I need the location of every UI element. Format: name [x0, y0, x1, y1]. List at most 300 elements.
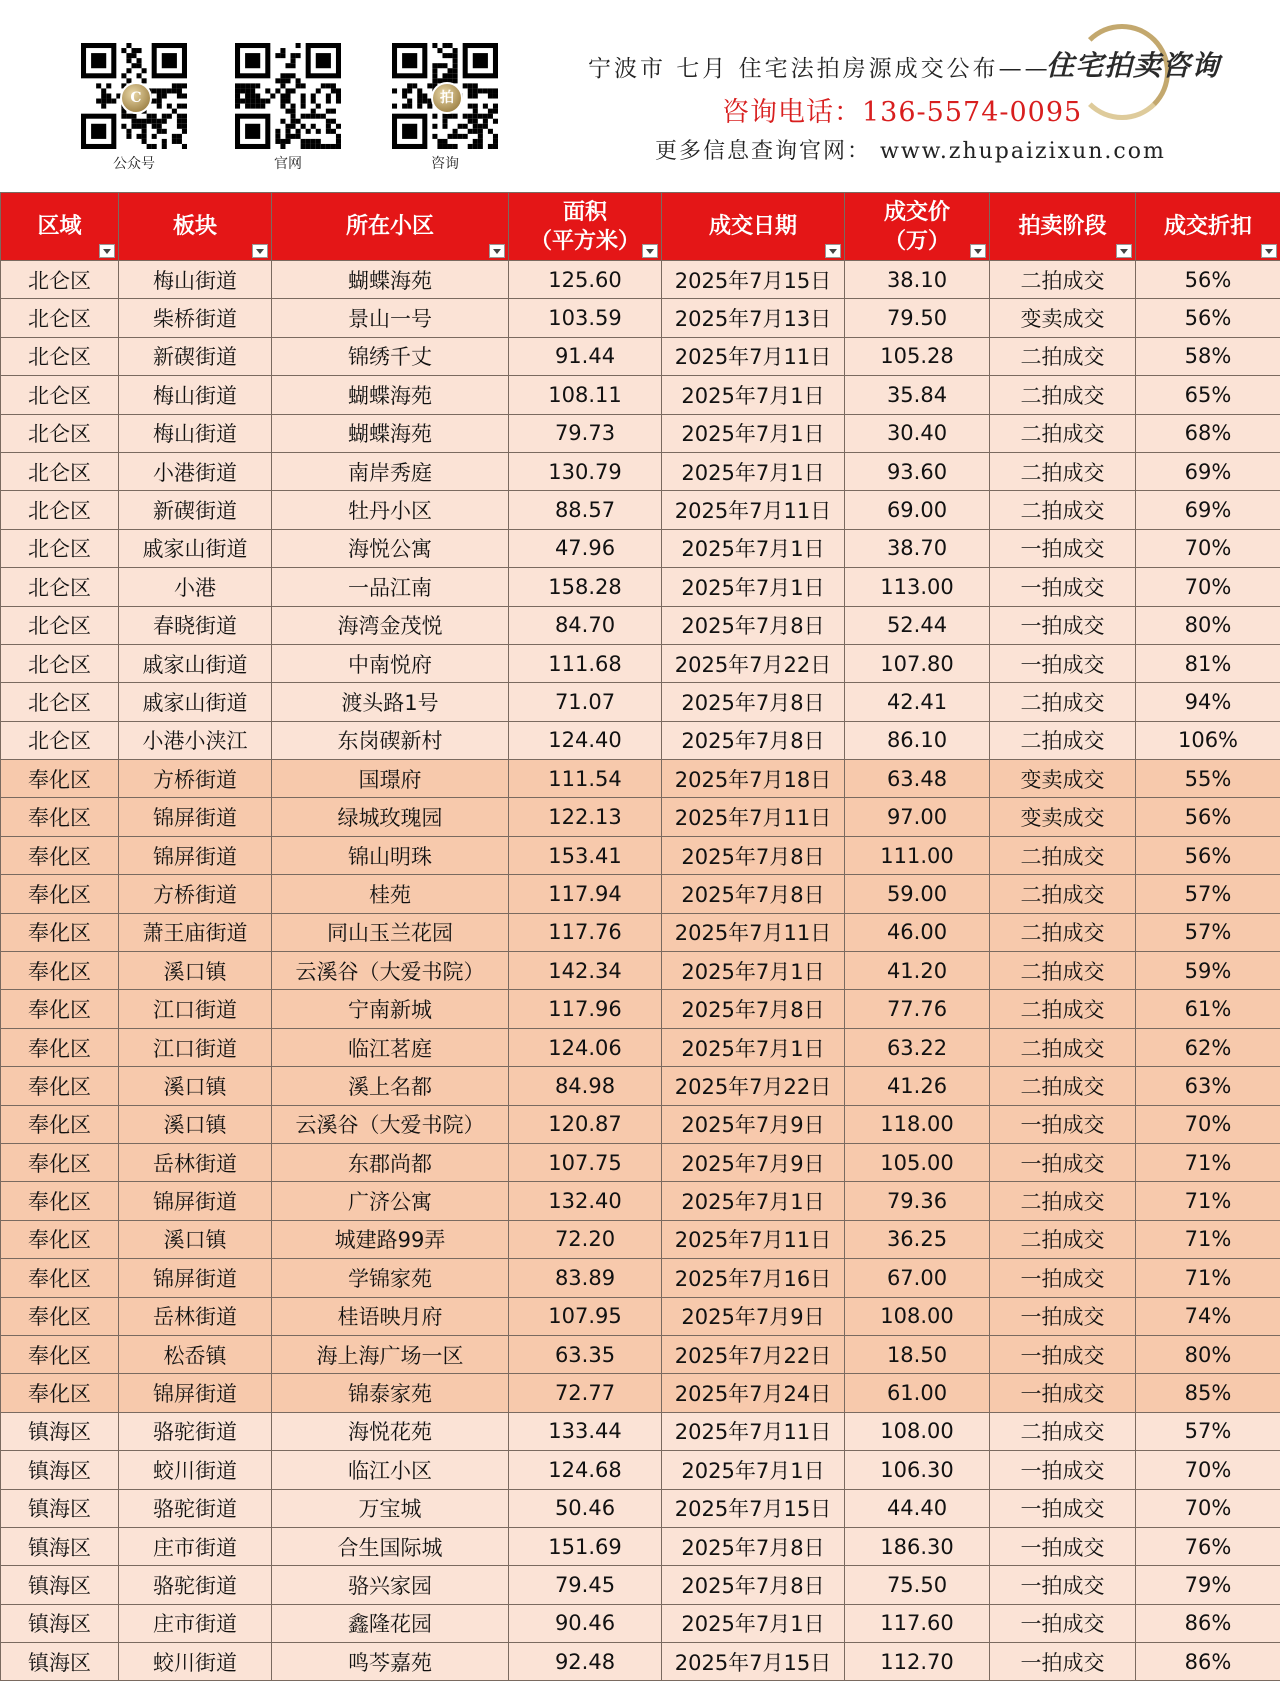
cell-discount: 65% — [1136, 376, 1280, 414]
cell-price: 18.50 — [845, 1335, 990, 1373]
cell-date: 2025年7月1日 — [662, 1028, 845, 1066]
cell-price: 38.10 — [845, 261, 990, 299]
cell-community: 临江茗庭 — [272, 1028, 509, 1066]
cell-discount: 70% — [1136, 568, 1280, 606]
qr-label-official-account: 公众号 — [113, 156, 155, 172]
cell-community: 中南悦府 — [272, 644, 509, 682]
cell-community: 海湾金茂悦 — [272, 606, 509, 644]
cell-discount: 58% — [1136, 337, 1280, 375]
cell-area: 63.35 — [509, 1335, 662, 1373]
cell-area: 111.54 — [509, 760, 662, 798]
cell-block: 溪口镇 — [119, 1220, 272, 1258]
cell-price: 93.60 — [845, 452, 990, 490]
cell-stage: 二拍成交 — [990, 491, 1136, 529]
cell-area: 90.46 — [509, 1604, 662, 1642]
table-row — [1, 1489, 1280, 1527]
cell-discount: 68% — [1136, 414, 1280, 452]
column-header-date — [662, 193, 845, 261]
cell-price: 79.36 — [845, 1182, 990, 1220]
cell-area: 72.20 — [509, 1220, 662, 1258]
table-row — [1, 760, 1280, 798]
cell-region: 北仑区 — [1, 452, 119, 490]
cell-stage: 一拍成交 — [990, 1335, 1136, 1373]
cell-community: 宁南新城 — [272, 990, 509, 1028]
column-header-label: 板块 — [172, 214, 217, 239]
cell-discount: 76% — [1136, 1527, 1280, 1565]
cell-price: 52.44 — [845, 606, 990, 644]
cell-region: 奉化区 — [1, 1259, 119, 1297]
cell-stage: 二拍成交 — [990, 1412, 1136, 1450]
cell-block: 蛟川街道 — [119, 1451, 272, 1489]
cell-date: 2025年7月16日 — [662, 1259, 845, 1297]
cell-stage: 二拍成交 — [990, 1220, 1136, 1258]
cell-date: 2025年7月9日 — [662, 1143, 845, 1181]
table-row — [1, 952, 1280, 990]
cell-date: 2025年7月15日 — [662, 1489, 845, 1527]
cell-community: 南岸秀庭 — [272, 452, 509, 490]
cell-area: 120.87 — [509, 1105, 662, 1143]
cell-discount: 57% — [1136, 1412, 1280, 1450]
cell-price: 111.00 — [845, 836, 990, 874]
table-row — [1, 1105, 1280, 1143]
cell-discount: 94% — [1136, 683, 1280, 721]
filter-dropdown-icon[interactable] — [1116, 244, 1132, 258]
cell-region: 北仑区 — [1, 491, 119, 529]
table-row — [1, 1297, 1280, 1335]
cell-stage: 二拍成交 — [990, 836, 1136, 874]
cell-region: 奉化区 — [1, 990, 119, 1028]
cell-date: 2025年7月1日 — [662, 376, 845, 414]
cell-block: 戚家山街道 — [119, 644, 272, 682]
cell-block: 庄市街道 — [119, 1604, 272, 1642]
cell-region: 镇海区 — [1, 1412, 119, 1450]
cell-discount: 61% — [1136, 990, 1280, 1028]
cell-area: 117.96 — [509, 990, 662, 1028]
cell-stage: 一拍成交 — [990, 1451, 1136, 1489]
column-header-price — [845, 193, 990, 261]
table-row — [1, 1604, 1280, 1642]
cell-area: 47.96 — [509, 529, 662, 567]
cell-area: 122.13 — [509, 798, 662, 836]
cell-region: 镇海区 — [1, 1604, 119, 1642]
cell-community: 东郡尚都 — [272, 1143, 509, 1181]
cell-region: 镇海区 — [1, 1566, 119, 1604]
table-row — [1, 452, 1280, 490]
qr-logo-badge: C — [120, 82, 152, 114]
table-row — [1, 299, 1280, 337]
cell-area: 142.34 — [509, 952, 662, 990]
qr-label-consult: 咨询 — [431, 156, 459, 172]
cell-date: 2025年7月8日 — [662, 875, 845, 913]
cell-community: 海悦花苑 — [272, 1412, 509, 1450]
filter-dropdown-icon[interactable] — [825, 244, 841, 258]
cell-area: 158.28 — [509, 568, 662, 606]
cell-price: 86.10 — [845, 721, 990, 759]
cell-price: 59.00 — [845, 875, 990, 913]
cell-stage: 一拍成交 — [990, 1105, 1136, 1143]
cell-date: 2025年7月8日 — [662, 836, 845, 874]
cell-block: 小港街道 — [119, 452, 272, 490]
cell-stage: 二拍成交 — [990, 875, 1136, 913]
cell-area: 124.68 — [509, 1451, 662, 1489]
cell-discount: 56% — [1136, 836, 1280, 874]
table-row — [1, 1451, 1280, 1489]
cell-price: 41.20 — [845, 952, 990, 990]
cell-area: 151.69 — [509, 1527, 662, 1565]
cell-date: 2025年7月8日 — [662, 990, 845, 1028]
cell-block: 柴桥街道 — [119, 299, 272, 337]
cell-block: 锦屏街道 — [119, 836, 272, 874]
cell-stage: 一拍成交 — [990, 1143, 1136, 1181]
table-row — [1, 1335, 1280, 1373]
qr-logo-badge: 拍 — [431, 82, 463, 114]
cell-date: 2025年7月1日 — [662, 952, 845, 990]
qr-code-website[interactable] — [235, 43, 341, 149]
table-row — [1, 1028, 1280, 1066]
cell-block: 溪口镇 — [119, 952, 272, 990]
cell-date: 2025年7月1日 — [662, 1604, 845, 1642]
cell-region: 奉化区 — [1, 952, 119, 990]
cell-discount: 59% — [1136, 952, 1280, 990]
cell-area: 72.77 — [509, 1374, 662, 1412]
cell-date: 2025年7月1日 — [662, 414, 845, 452]
cell-discount: 63% — [1136, 1067, 1280, 1105]
cell-date: 2025年7月22日 — [662, 644, 845, 682]
cell-area: 153.41 — [509, 836, 662, 874]
cell-community: 云溪谷（大爱书院） — [272, 1105, 509, 1143]
cell-stage: 变卖成交 — [990, 299, 1136, 337]
cell-date: 2025年7月1日 — [662, 452, 845, 490]
table-row — [1, 414, 1280, 452]
cell-region: 奉化区 — [1, 1182, 119, 1220]
cell-area: 103.59 — [509, 299, 662, 337]
cell-community: 蝴蝶海苑 — [272, 414, 509, 452]
cell-price: 67.00 — [845, 1259, 990, 1297]
cell-date: 2025年7月11日 — [662, 913, 845, 951]
cell-date: 2025年7月24日 — [662, 1374, 845, 1412]
table-row — [1, 1566, 1280, 1604]
cell-price: 113.00 — [845, 568, 990, 606]
table-row — [1, 644, 1280, 682]
cell-region: 北仑区 — [1, 414, 119, 452]
filter-dropdown-icon[interactable] — [970, 244, 986, 258]
cell-block: 梅山街道 — [119, 414, 272, 452]
table-row — [1, 1259, 1280, 1297]
cell-region: 北仑区 — [1, 683, 119, 721]
cell-price: 42.41 — [845, 683, 990, 721]
cell-date: 2025年7月1日 — [662, 529, 845, 567]
cell-area: 107.95 — [509, 1297, 662, 1335]
cell-community: 一品江南 — [272, 568, 509, 606]
cell-region: 北仑区 — [1, 606, 119, 644]
cell-community: 海上海广场一区 — [272, 1335, 509, 1373]
cell-block: 戚家山街道 — [119, 683, 272, 721]
cell-date: 2025年7月1日 — [662, 1451, 845, 1489]
table-body — [1, 261, 1280, 1681]
cell-price: 36.25 — [845, 1220, 990, 1258]
cell-stage: 一拍成交 — [990, 1527, 1136, 1565]
cell-stage: 二拍成交 — [990, 990, 1136, 1028]
cell-stage: 一拍成交 — [990, 568, 1136, 606]
column-header-label: 拍卖阶段 — [1018, 214, 1107, 239]
cell-price: 105.00 — [845, 1143, 990, 1181]
table-row — [1, 1643, 1280, 1681]
cell-stage: 二拍成交 — [990, 913, 1136, 951]
cell-discount: 70% — [1136, 529, 1280, 567]
cell-region: 镇海区 — [1, 1489, 119, 1527]
cell-community: 渡头路1号 — [272, 683, 509, 721]
cell-area: 124.40 — [509, 721, 662, 759]
cell-block: 江口街道 — [119, 990, 272, 1028]
table-row — [1, 606, 1280, 644]
cell-community: 同山玉兰花园 — [272, 913, 509, 951]
cell-block: 新碶街道 — [119, 337, 272, 375]
cell-area: 108.11 — [509, 376, 662, 414]
cell-stage: 二拍成交 — [990, 1182, 1136, 1220]
cell-price: 118.00 — [845, 1105, 990, 1143]
cell-area: 84.70 — [509, 606, 662, 644]
cell-block: 小港 — [119, 568, 272, 606]
cell-community: 桂语映月府 — [272, 1297, 509, 1335]
filter-dropdown-icon[interactable] — [489, 244, 505, 258]
cell-region: 奉化区 — [1, 1067, 119, 1105]
column-header-label: 成交日期 — [708, 214, 797, 239]
cell-stage: 一拍成交 — [990, 1297, 1136, 1335]
cell-stage: 一拍成交 — [990, 529, 1136, 567]
table-row — [1, 990, 1280, 1028]
table-row — [1, 683, 1280, 721]
cell-date: 2025年7月11日 — [662, 1412, 845, 1450]
cell-price: 35.84 — [845, 376, 990, 414]
cell-discount: 56% — [1136, 299, 1280, 337]
cell-region: 北仑区 — [1, 261, 119, 299]
cell-discount: 86% — [1136, 1604, 1280, 1642]
filter-dropdown-icon[interactable] — [642, 244, 658, 258]
cell-region: 北仑区 — [1, 644, 119, 682]
cell-stage: 二拍成交 — [990, 376, 1136, 414]
cell-stage: 一拍成交 — [990, 1489, 1136, 1527]
filter-dropdown-icon[interactable] — [1261, 244, 1277, 258]
cell-region: 奉化区 — [1, 1220, 119, 1258]
cell-date: 2025年7月8日 — [662, 683, 845, 721]
cell-block: 方桥街道 — [119, 760, 272, 798]
cell-block: 骆驼街道 — [119, 1489, 272, 1527]
table-row — [1, 1182, 1280, 1220]
cell-region: 北仑区 — [1, 529, 119, 567]
cell-price: 44.40 — [845, 1489, 990, 1527]
qr-code-consult[interactable] — [392, 43, 498, 149]
cell-date: 2025年7月13日 — [662, 299, 845, 337]
cell-block: 锦屏街道 — [119, 1182, 272, 1220]
cell-date: 2025年7月11日 — [662, 491, 845, 529]
cell-community: 临江小区 — [272, 1451, 509, 1489]
cell-price: 41.26 — [845, 1067, 990, 1105]
cell-price: 105.28 — [845, 337, 990, 375]
cell-stage: 一拍成交 — [990, 606, 1136, 644]
cell-community: 广济公寓 — [272, 1182, 509, 1220]
cell-stage: 变卖成交 — [990, 760, 1136, 798]
cell-discount: 57% — [1136, 875, 1280, 913]
cell-area: 71.07 — [509, 683, 662, 721]
cell-block: 蛟川街道 — [119, 1643, 272, 1681]
filter-dropdown-icon[interactable] — [252, 244, 268, 258]
cell-region: 奉化区 — [1, 1335, 119, 1373]
cell-community: 锦泰家苑 — [272, 1374, 509, 1412]
cell-price: 63.48 — [845, 760, 990, 798]
cell-price: 112.70 — [845, 1643, 990, 1681]
cell-area: 79.45 — [509, 1566, 662, 1604]
cell-date: 2025年7月1日 — [662, 568, 845, 606]
column-header-block — [119, 193, 272, 261]
cell-area: 92.48 — [509, 1643, 662, 1681]
table-row — [1, 529, 1280, 567]
cell-price: 30.40 — [845, 414, 990, 452]
table-row — [1, 1220, 1280, 1258]
cell-region: 奉化区 — [1, 836, 119, 874]
column-header-stage — [990, 193, 1136, 261]
filter-dropdown-icon[interactable] — [99, 244, 115, 258]
cell-block: 溪口镇 — [119, 1105, 272, 1143]
column-header-label: 所在小区 — [345, 214, 434, 239]
cell-region: 奉化区 — [1, 1374, 119, 1412]
cell-price: 77.76 — [845, 990, 990, 1028]
cell-date: 2025年7月11日 — [662, 337, 845, 375]
cell-block: 方桥街道 — [119, 875, 272, 913]
cell-price: 69.00 — [845, 491, 990, 529]
auction-results-table — [0, 192, 1280, 1681]
table-row — [1, 376, 1280, 414]
cell-community: 学锦家苑 — [272, 1259, 509, 1297]
column-header-region — [1, 193, 119, 261]
cell-date: 2025年7月15日 — [662, 1643, 845, 1681]
cell-stage: 二拍成交 — [990, 1028, 1136, 1066]
cell-date: 2025年7月22日 — [662, 1335, 845, 1373]
cell-discount: 56% — [1136, 261, 1280, 299]
cell-block: 锦屏街道 — [119, 1259, 272, 1297]
cell-stage: 一拍成交 — [990, 1566, 1136, 1604]
cell-community: 国璟府 — [272, 760, 509, 798]
column-header-label: 区域 — [37, 214, 82, 239]
cell-stage: 二拍成交 — [990, 337, 1136, 375]
cell-discount: 80% — [1136, 606, 1280, 644]
table-row — [1, 875, 1280, 913]
table-row — [1, 1067, 1280, 1105]
cell-stage: 二拍成交 — [990, 721, 1136, 759]
cell-stage: 二拍成交 — [990, 452, 1136, 490]
table-row — [1, 836, 1280, 874]
cell-community: 绿城玫瑰园 — [272, 798, 509, 836]
cell-region: 北仑区 — [1, 568, 119, 606]
cell-price: 61.00 — [845, 1374, 990, 1412]
cell-community: 鑫隆花园 — [272, 1604, 509, 1642]
cell-region: 北仑区 — [1, 299, 119, 337]
cell-discount: 62% — [1136, 1028, 1280, 1066]
cell-price: 107.80 — [845, 644, 990, 682]
cell-stage: 一拍成交 — [990, 1643, 1136, 1681]
cell-block: 锦屏街道 — [119, 798, 272, 836]
cell-discount: 79% — [1136, 1566, 1280, 1604]
cell-date: 2025年7月15日 — [662, 261, 845, 299]
cell-date: 2025年7月11日 — [662, 1220, 845, 1258]
cell-community: 蝴蝶海苑 — [272, 261, 509, 299]
column-header-unit: （平方米） — [529, 228, 640, 254]
cell-price: 75.50 — [845, 1566, 990, 1604]
cell-block: 岳林街道 — [119, 1297, 272, 1335]
column-header-label: 成交价 — [883, 199, 950, 225]
table-row — [1, 568, 1280, 606]
cell-region: 奉化区 — [1, 1297, 119, 1335]
cell-discount: 57% — [1136, 913, 1280, 951]
cell-region: 奉化区 — [1, 1143, 119, 1181]
cell-region: 北仑区 — [1, 337, 119, 375]
cell-community: 溪上名都 — [272, 1067, 509, 1105]
cell-block: 戚家山街道 — [119, 529, 272, 567]
cell-discount: 71% — [1136, 1143, 1280, 1181]
cell-region: 北仑区 — [1, 721, 119, 759]
cell-block: 溪口镇 — [119, 1067, 272, 1105]
cell-discount: 106% — [1136, 721, 1280, 759]
cell-price: 38.70 — [845, 529, 990, 567]
cell-block: 骆驼街道 — [119, 1412, 272, 1450]
cell-area: 125.60 — [509, 261, 662, 299]
cell-discount: 55% — [1136, 760, 1280, 798]
cell-area: 124.06 — [509, 1028, 662, 1066]
cell-price: 63.22 — [845, 1028, 990, 1066]
cell-area: 107.75 — [509, 1143, 662, 1181]
cell-area: 79.73 — [509, 414, 662, 452]
cell-area: 83.89 — [509, 1259, 662, 1297]
cell-region: 奉化区 — [1, 913, 119, 951]
cell-block: 春晓街道 — [119, 606, 272, 644]
cell-community: 鸣芩嘉苑 — [272, 1643, 509, 1681]
cell-price: 46.00 — [845, 913, 990, 951]
cell-area: 84.98 — [509, 1067, 662, 1105]
table-row — [1, 721, 1280, 759]
table-row — [1, 798, 1280, 836]
cell-block: 梅山街道 — [119, 261, 272, 299]
table-row — [1, 261, 1280, 299]
cell-discount: 70% — [1136, 1105, 1280, 1143]
cell-date: 2025年7月8日 — [662, 1527, 845, 1565]
cell-community: 骆兴家园 — [272, 1566, 509, 1604]
cell-region: 镇海区 — [1, 1451, 119, 1489]
cell-discount: 56% — [1136, 798, 1280, 836]
cell-community: 景山一号 — [272, 299, 509, 337]
table-row — [1, 1143, 1280, 1181]
cell-discount: 81% — [1136, 644, 1280, 682]
cell-discount: 80% — [1136, 1335, 1280, 1373]
qr-label-website: 官网 — [274, 156, 302, 172]
cell-date: 2025年7月22日 — [662, 1067, 845, 1105]
column-header-discount — [1136, 193, 1280, 261]
cell-date: 2025年7月1日 — [662, 1182, 845, 1220]
cell-region: 北仑区 — [1, 376, 119, 414]
cell-discount: 69% — [1136, 452, 1280, 490]
cell-community: 万宝城 — [272, 1489, 509, 1527]
cell-community: 东岗碶新村 — [272, 721, 509, 759]
column-header-area — [509, 193, 662, 261]
cell-date: 2025年7月11日 — [662, 798, 845, 836]
website-info: 更多信息查询官网： www.zhupaizixun.com — [655, 139, 1166, 164]
cell-price: 108.00 — [845, 1412, 990, 1450]
cell-block: 梅山街道 — [119, 376, 272, 414]
cell-area: 117.94 — [509, 875, 662, 913]
column-header-label: 成交折扣 — [1163, 214, 1252, 239]
cell-discount: 71% — [1136, 1182, 1280, 1220]
qr-code-official-account[interactable] — [81, 43, 187, 149]
cell-stage: 变卖成交 — [990, 798, 1136, 836]
cell-price: 97.00 — [845, 798, 990, 836]
